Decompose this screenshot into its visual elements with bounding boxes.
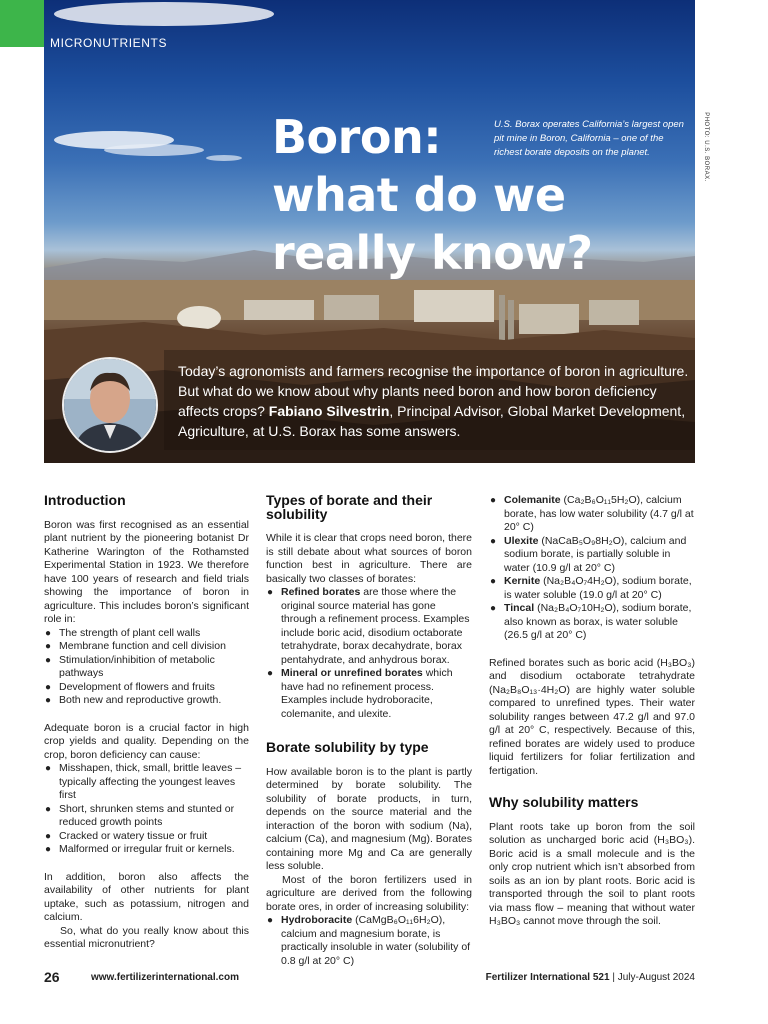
list-text: are those where the original source material has gone through a refinement process. Examples include boric acid, disodium octaborate tetrahydrate, borax decahydrate, borax pentahydrate, and anhydrous borax. [281, 586, 470, 666]
list-text: (CaMgB₆O₁₁6H₂O), calcium and magnesium borate, is practically insoluble in water (solubility of 0.8 g/l at 20° C) [281, 914, 471, 967]
list-item: ● Membrane function and cell division [44, 640, 249, 654]
list-text: (Na₂B₄O₇4H₂O), sodium borate, is water soluble (19.0 g/l at 20° C) [504, 575, 692, 601]
page-footer [44, 969, 695, 987]
photo-credit-text: PHOTO: U.S. BORAX. [702, 112, 709, 182]
list-term: Tincal [504, 602, 535, 614]
photo-caption: U.S. Borax operates California’s largest open pit mine in Boron, California – one of the richest borate deposits on the planet. [494, 119, 684, 158]
paragraph: Boron was first recognised as an essential plant nutrient by the pioneering botanist Dr Katherine Warington of the Rothamsted Experimental Station in 1923. We therefore have 100 years of research and field trials showing the importance of boron in agriculture. This includes boron’s significant role in: [44, 518, 249, 625]
author-name: Fabiano Silvestrin [268, 403, 390, 419]
list-term: Kernite [504, 575, 541, 587]
bullet-list [266, 586, 472, 721]
section-label: MICRONUTRIENTS [50, 36, 168, 50]
headline-line-1: Boron: [272, 110, 442, 164]
issue-number: 521 [592, 972, 610, 983]
list-item [489, 602, 695, 643]
heading-why-solubility-matters: Why solubility matters [489, 794, 639, 810]
list-item: ● Stimulation/inhibition of metabolic pathways [44, 654, 249, 681]
list-term: Refined borates [281, 586, 361, 598]
list-item: ● The strength of plant cell walls [44, 627, 249, 641]
heading-borate-solubility: Borate solubility by type [266, 739, 429, 755]
list-text: (Na₂B₄O₇10H₂O), sodium borate, also known as borax, is water soluble (26.5 g/l at 20° C) [504, 602, 692, 641]
list-item [266, 914, 472, 968]
list-item: ● Both new and reproductive growth. [44, 694, 249, 708]
list-item [489, 535, 695, 576]
author-portrait [62, 357, 158, 453]
paragraph: How available boron is to the plant is partly determined by borate solubility. The solubility of borate products, in turn, depends on the source material and the interaction of the boron with sodium (Na), calcium (Ca), and magnesium (Mg). Borates containing more Mg and Ca are generally less soluble. [266, 765, 472, 872]
bullet-list [44, 762, 249, 857]
heading-introduction: Introduction [44, 492, 126, 508]
list-item [266, 586, 472, 667]
photo-credit [699, 112, 709, 188]
author-portrait-image [64, 359, 156, 451]
paragraph: While it is clear that crops need boron, there is still debate about what sources of boron function best in agriculture. There are basically two classes of borates: [266, 532, 472, 585]
list-item: ● Cracked or watery tissue or fruit [44, 830, 249, 844]
column-1 [44, 494, 249, 952]
page-number: 26 [44, 969, 60, 985]
list-item: ● Malformed or irregular fruit or kernels. [44, 843, 249, 857]
paragraph: So, what do you really know about this essential micronutrient? [44, 924, 249, 950]
list-item: ● Development of flowers and fruits [44, 681, 249, 695]
list-item [489, 575, 695, 602]
column-3 [489, 494, 695, 929]
list-text: which have had no refinement process. Examples include hydroboracite, colemanite, and ulexite. [281, 667, 453, 720]
list-text: (NaCaB₅O₉8H₂O), calcium and sodium borate, is partially soluble in water (10.9 g/l at 20° C) [504, 534, 687, 574]
paragraph: Adequate boron is a crucial factor in high crop yields and quality. Depending on the crop, boron deficiency can cause: [44, 721, 249, 761]
list-term: Colemanite [504, 494, 561, 506]
headline-line-3: really know? [272, 226, 593, 280]
list-term: Hydroboracite [281, 914, 353, 926]
magazine-issue: Fertilizer International 521 | July-August 2024 [485, 972, 695, 983]
magazine-name: Fertilizer International [485, 972, 591, 983]
bullet-list [489, 494, 695, 643]
issue-date: July-August 2024 [617, 972, 695, 983]
standfirst [178, 361, 690, 441]
paragraph: Refined borates such as boric acid (H₃BO₃) and disodium octaborate tetrahydrate (Na₂B₈O₁₃·4H₂O) are highly water soluble compared to unrefined types. Their water solubility ranges between 47.2 g/l and 97.0 g/l at 20° C, respectively. Because of this, refined borates are widely used to produce liquid fertilizers for foliar fertilization and fertigation. [489, 656, 695, 777]
paragraph: Plant roots take up boron from the soil solution as uncharged boric acid (H₃BO₃). Boric acid is a small molecule and is the only crop nutrient which isn’t absorbed from soils as an ion by plant roots. Boric acid is transported through the soil to plant roots via mass flow – meaning that without water H₃BO₃ cannot move through the soil. [489, 820, 695, 927]
bullet-list [266, 914, 472, 968]
website-url[interactable]: www.fertilizerinternational.com [91, 972, 239, 983]
author-role: , Principal Advisor, Global Market Development, Agriculture, at U.S. Borax has some answers. [178, 403, 686, 439]
list-text: (Ca₂B₆O₁₁5H₂O), calcium borate, has low water solubility (4.7 g/l at 20° C) [504, 494, 694, 533]
column-2 [266, 494, 472, 968]
list-item: ● Misshapen, thick, small, brittle leaves – typically affecting the youngest leaves first [44, 762, 249, 803]
heading-types-of-borate: Types of borate and their solubility [266, 492, 433, 522]
list-term: Mineral or unrefined borates [281, 667, 423, 679]
standfirst-text: Today’s agronomists and farmers recognise the importance of boron in agriculture. But what do we know about why plants need boron and how boron deficiency affects crops? [178, 363, 689, 419]
paragraph: Most of the boron fertilizers used in agriculture are derived from the following borate ores, in order of increasing solubility: [266, 873, 472, 913]
list-item [489, 494, 695, 535]
list-item [266, 667, 472, 721]
list-term: Ulexite [504, 534, 539, 547]
paragraph: In addition, boron also affects the availability of other nutrients for plant uptake, such as potassium, nitrogen and calcium. [44, 870, 249, 923]
bullet-list [44, 627, 249, 708]
section-color-tab [0, 0, 44, 47]
headline-line-2: what do we [272, 168, 566, 222]
list-item: ● Short, shrunken stems and stunted or reduced growth points [44, 803, 249, 830]
